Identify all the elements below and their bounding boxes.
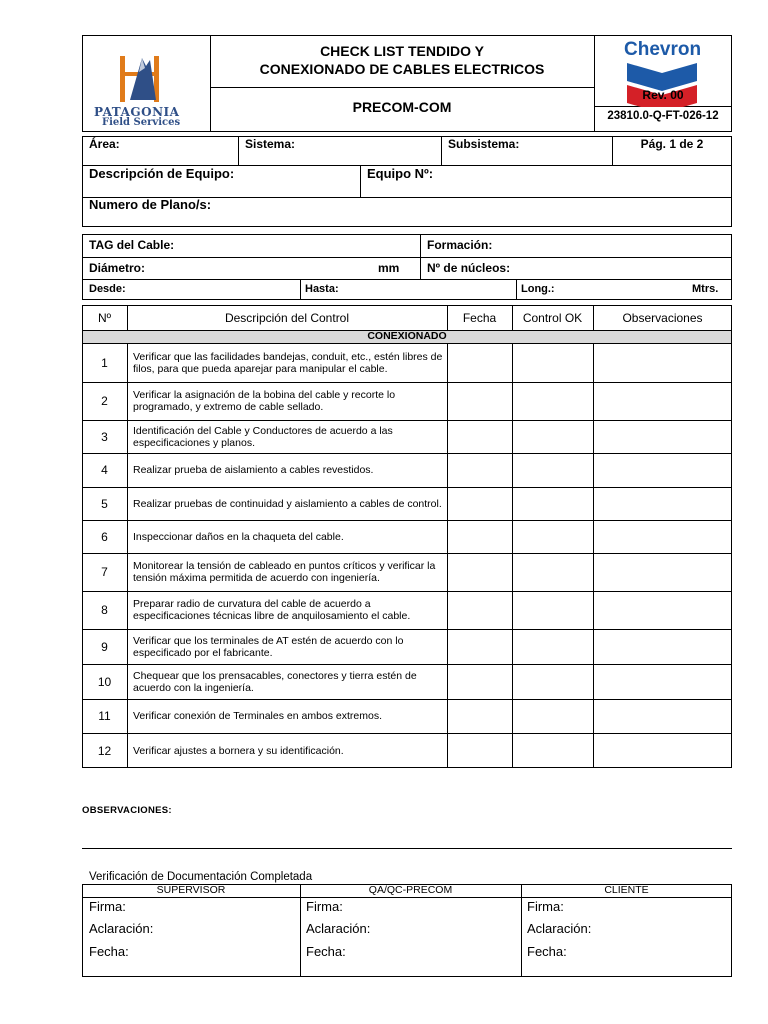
formacion-label: Formación: (427, 238, 493, 252)
logo-subtext: Field Services (102, 117, 181, 128)
info-divider (441, 136, 442, 165)
row-number: 12 (97, 743, 112, 758)
column-header-fecha: Fecha (462, 310, 497, 325)
equipo-no-label: Equipo Nº: (367, 166, 434, 181)
col-divider (447, 343, 448, 768)
aclaracion-label: Aclaración: (306, 921, 371, 936)
signature-divider (521, 884, 522, 977)
fecha-label: Fecha: (527, 944, 567, 959)
title-line-2: CONEXIONADO DE CABLES ELECTRICOS (259, 61, 545, 77)
desde-label: Desde: (89, 283, 126, 295)
row-number: 7 (101, 565, 108, 579)
cable-divider (82, 257, 732, 258)
row-description: Realizar prueba de aislamiento a cables revestidos. (133, 464, 374, 476)
aclaracion-label: Aclaración: (89, 921, 154, 936)
row-number: 11 (98, 709, 111, 723)
row-number: 9 (101, 639, 108, 654)
row-description: Chequear que los prensacables, conectores y tierra estén de acuerdo con la ingeniería. (133, 669, 417, 694)
fecha-label: Fecha: (89, 944, 129, 959)
supervisor-header: SUPERVISOR (156, 884, 226, 896)
cable-divider (420, 234, 421, 279)
header-divider (210, 87, 594, 88)
page-number: Pág. 1 de 2 (640, 137, 704, 151)
document-subtitle: PRECOM-COM (352, 99, 452, 115)
cable-box (82, 234, 732, 300)
area-label: Área: (89, 137, 120, 151)
header-divider (594, 35, 595, 132)
signature-divider (82, 897, 732, 898)
firma-label: Firma: (306, 899, 343, 914)
column-header-control-ok: Control OK (522, 310, 583, 325)
tag-cable-label: TAG del Cable: (89, 238, 175, 252)
row-description: Inspeccionar daños en la chaqueta del cable. (133, 530, 344, 543)
sistema-label: Sistema: (245, 137, 296, 151)
long-label: Long.: (521, 283, 555, 295)
row-description: Preparar radio de curvatura del cable de acuerdo a especificaciones técnicas libre de anquilosamiento el cable. (133, 598, 411, 622)
row-number: 8 (101, 603, 108, 617)
document-code: 23810.0-Q-FT-026-12 (607, 110, 719, 122)
row-description: Verificar conexión de Terminales en ambos extremos. (133, 710, 383, 722)
info-divider (238, 136, 239, 165)
mm-unit: mm (378, 261, 400, 275)
nucleos-label: Nº de núcleos: (427, 261, 511, 275)
signature-divider (300, 884, 301, 977)
revision: Rev. 00 (642, 88, 684, 102)
row-number: 5 (101, 496, 108, 511)
row-description: Verificar ajustes a bornera y su identificación. (133, 744, 344, 757)
row-number: 3 (101, 429, 108, 444)
cable-divider (82, 279, 732, 280)
diametro-label: Diámetro: (89, 261, 146, 275)
cable-divider (300, 279, 301, 300)
row-number: 10 (97, 674, 112, 689)
cliente-header: CLIENTE (604, 884, 649, 896)
row-number: 4 (101, 463, 108, 477)
document-title (210, 42, 594, 78)
row-number: 1 (101, 355, 108, 370)
row-number: 6 (101, 529, 108, 544)
firma-label: Firma: (527, 899, 564, 914)
info-divider (360, 165, 361, 197)
verificacion-title: Verificación de Documentación Completada (89, 871, 313, 883)
row-description: Identificación del Cable y Conductores de acuerdo a las especificaciones y planos. (133, 424, 393, 449)
descripcion-equipo-label: Descripción de Equipo: (89, 166, 235, 181)
column-header-descripcion: Descripción del Control (224, 310, 350, 325)
patagonia-logo (90, 50, 202, 130)
logo-text: PATAGONIA (94, 105, 180, 119)
section-title: CONEXIONADO (367, 330, 447, 342)
column-header-numero: Nº (97, 310, 112, 325)
hasta-label: Hasta: (305, 283, 339, 295)
observaciones-label: OBSERVACIONES: (82, 805, 172, 816)
cable-divider (516, 279, 517, 300)
row-description: Verificar la asignación de la bobina del cable y recorte lo programado, y extremo de cable sellado. (133, 389, 396, 413)
row-description: Realizar pruebas de continuidad y aislamiento a cables de control. (133, 497, 442, 510)
row-description: Verificar que los terminales de AT estén de acuerdo con lo especificado por el fabricante. (133, 634, 404, 659)
row-number: 2 (101, 394, 108, 408)
row-description: Verificar que las facilidades bandejas, conduit, etc., estén libres de filos, para que pueda aparejar para manipular el cable. (133, 350, 443, 375)
col-divider (593, 343, 594, 768)
subsistema-label: Subsistema: (448, 137, 520, 151)
numero-plano-label: Numero de Plano/s: (89, 197, 212, 212)
observaciones-line (82, 848, 732, 849)
aclaracion-label: Aclaración: (527, 921, 592, 936)
firma-label: Firma: (89, 899, 126, 914)
title-line-1: CHECK LIST TENDIDO Y (320, 43, 484, 59)
patagonia-logo-icon (90, 50, 202, 106)
row-description: Monitorear la tensión de cableado en puntos críticos y verificar la tensión máxima permitida de acuerdo con ingeniería. (133, 560, 436, 584)
fecha-label: Fecha: (306, 944, 346, 959)
column-header-observaciones: Observaciones (622, 310, 703, 325)
qa-qc-header: QA/QC-PRECOM (368, 884, 453, 896)
chevron-wordmark: Chevron (624, 39, 702, 60)
mtrs-unit: Mtrs. (692, 283, 719, 295)
col-divider (512, 343, 513, 768)
